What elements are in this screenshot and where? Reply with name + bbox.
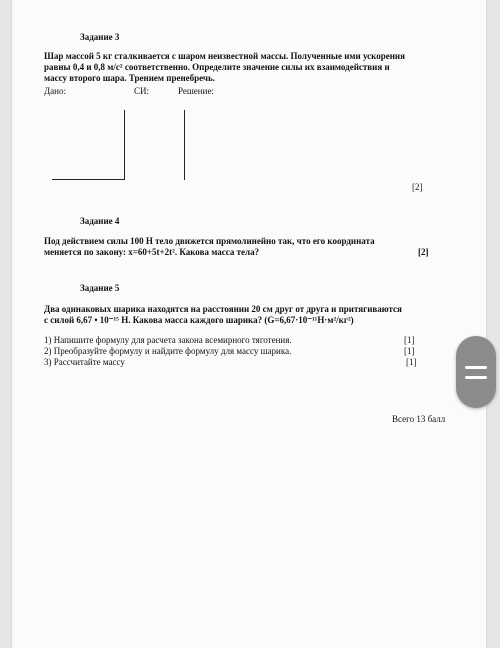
task5-item-2: 2) Преобразуйте формулу и найдите формулу для массу шарика. [44,346,292,356]
task5-item-1: 1) Напишите формулу для расчета закона всемирного тяготения. [44,335,292,345]
given-label: Дано: [44,86,66,96]
task3-line-1: Шар массой 5 кг сталкивается с шаром неизвестной массы. Полученные ими ускорения [44,51,405,61]
task3-marks: [2] [412,182,423,192]
hamburger-icon [465,366,487,379]
total-score: Всего 13 балл [392,414,446,424]
task3-line-2: равны 0,4 и 0,8 м/с² соответственно. Определите значение силы их взаимодействия и [44,62,390,72]
task4-line-1: Под действием силы 100 Н тело движется прямолинейно так, что его координата [44,236,375,246]
task4-line-2: меняется по закону: x=60+5t+2t². Какова масса тела? [44,247,260,257]
task5-item-3: 3) Рассчитайте массу [44,357,125,367]
given-divider-line [124,110,125,180]
worksheet-page [12,0,486,648]
task5-line-1: Два одинаковых шарика находятся на расстоянии 20 см друг от друга и притягиваются [44,304,402,314]
task5-line-2: с силой 6,67 • 10⁻¹⁵ Н. Какова масса каждого шарика? (G=6,67·10⁻¹¹Н·м²/кг²) [44,315,354,325]
si-label: СИ: [134,86,150,96]
task3-line-3: массу второго шара. Трением пренебречь. [44,73,215,83]
task4-title: Задание 4 [80,216,120,226]
task3-title: Задание 3 [80,32,120,42]
task5-item-3-marks: [1] [406,357,417,367]
solution-label: Решение: [178,86,214,96]
menu-button[interactable] [456,336,496,408]
task4-marks: [2] [418,247,429,257]
task5-item-2-marks: [1] [404,346,415,356]
given-underline [52,179,125,180]
task5-title: Задание 5 [80,283,120,293]
si-divider-line [184,110,185,180]
task5-item-1-marks: [1] [404,335,415,345]
